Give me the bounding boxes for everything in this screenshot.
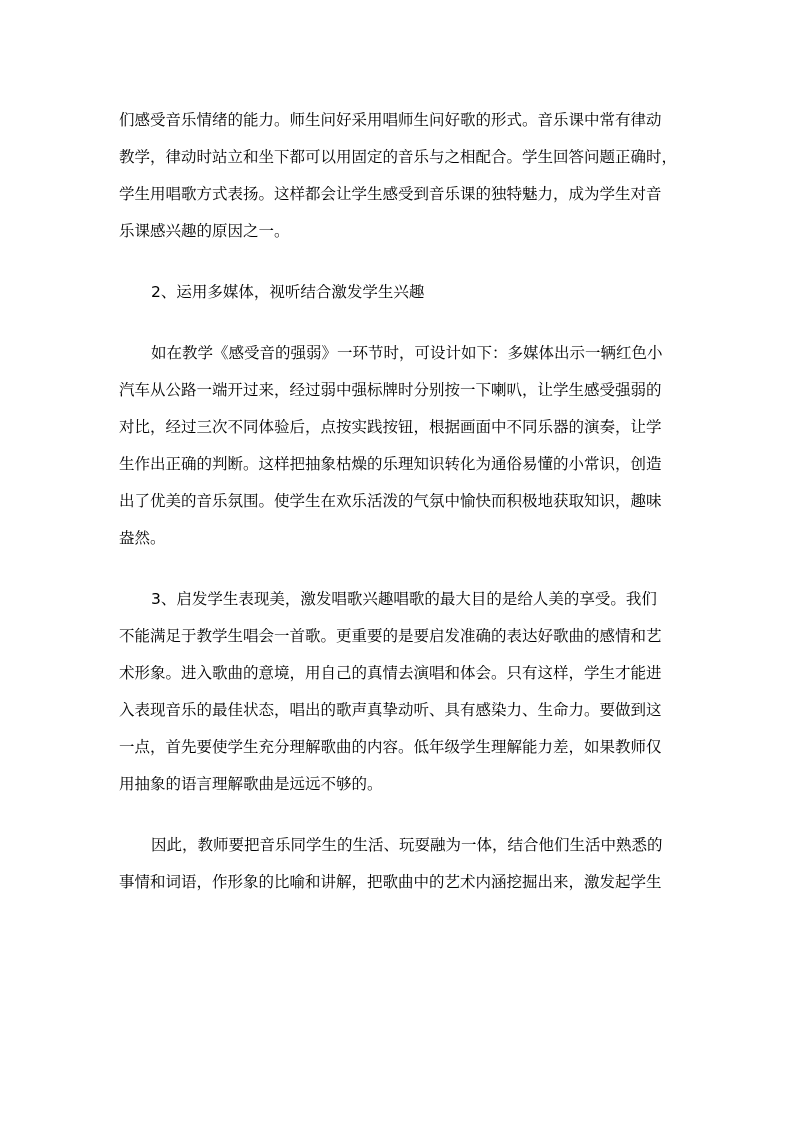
paragraph-2-heading <box>119 274 679 311</box>
paragraph-3 <box>119 335 679 557</box>
text-line: 对比，经过三次不同体验后，点按实践按钮，根据画面中不同乐器的演奏，让学 <box>119 418 662 436</box>
text-line: 术形象。进入歌曲的意境，用自己的真情去演唱和体会。只有这样，学生才能进 <box>119 664 662 682</box>
text-line: 如在教学《感受音的强弱》一环节时，可设计如下：多媒体出示一辆红色小 <box>151 344 663 362</box>
text-line: 乐课感兴趣的原因之一。 <box>119 222 290 240</box>
text-line: 一点，首先要使学生充分理解歌曲的内容。低年级学生理解能力差，如果教师仅 <box>119 738 662 756</box>
paragraph-5 <box>119 827 679 901</box>
text-line: 汽车从公路一端开过来，经过弱中强标牌时分别按一下喇叭，让学生感受强弱的 <box>119 381 662 399</box>
paragraph-1 <box>119 102 679 250</box>
text-line: 事情和词语，作形象的比喻和讲解，把歌曲中的艺术内涵挖掘出来，激发起学生 <box>119 873 662 891</box>
text-line: 不能满足于教学生唱会一首歌。更重要的是要启发准确的表达好歌曲的感情和艺 <box>119 627 662 645</box>
text-line: 学生用唱歌方式表扬。这样都会让学生感受到音乐课的独特魅力，成为学生对音 <box>119 185 662 203</box>
text-line: 入表现音乐的最佳状态，唱出的歌声真挚动听、具有感染力、生命力。要做到这 <box>119 701 662 719</box>
document-body <box>119 102 679 925</box>
paragraph-4 <box>119 581 679 803</box>
text-line: 盎然。 <box>119 529 166 547</box>
text-line: 3、启发学生表现美，激发唱歌兴趣唱歌的最大目的是给人美的享受。我们 <box>151 590 657 608</box>
text-line: 用抽象的语言理解歌曲是远远不够的。 <box>119 775 383 793</box>
text-line: 教学，律动时站立和坐下都可以用固定的音乐与之相配合。学生回答问题正确时， <box>119 148 678 166</box>
text-line: 生作出正确的判断。这样把抽象枯燥的乐理知识转化为通俗易懂的小常识，创造 <box>119 455 662 473</box>
section-heading: 2、运用多媒体，视听结合激发学生兴趣 <box>151 283 425 301</box>
text-line: 出了优美的音乐氛围。使学生在欢乐活泼的气氛中愉快而积极地获取知识，趣味 <box>119 492 662 510</box>
text-line: 因此，教师要把音乐同学生的生活、玩耍融为一体，结合他们生活中熟悉的 <box>151 836 663 854</box>
text-line: 们感受音乐情绪的能力。师生问好采用唱师生问好歌的形式。音乐课中常有律动 <box>119 111 662 129</box>
